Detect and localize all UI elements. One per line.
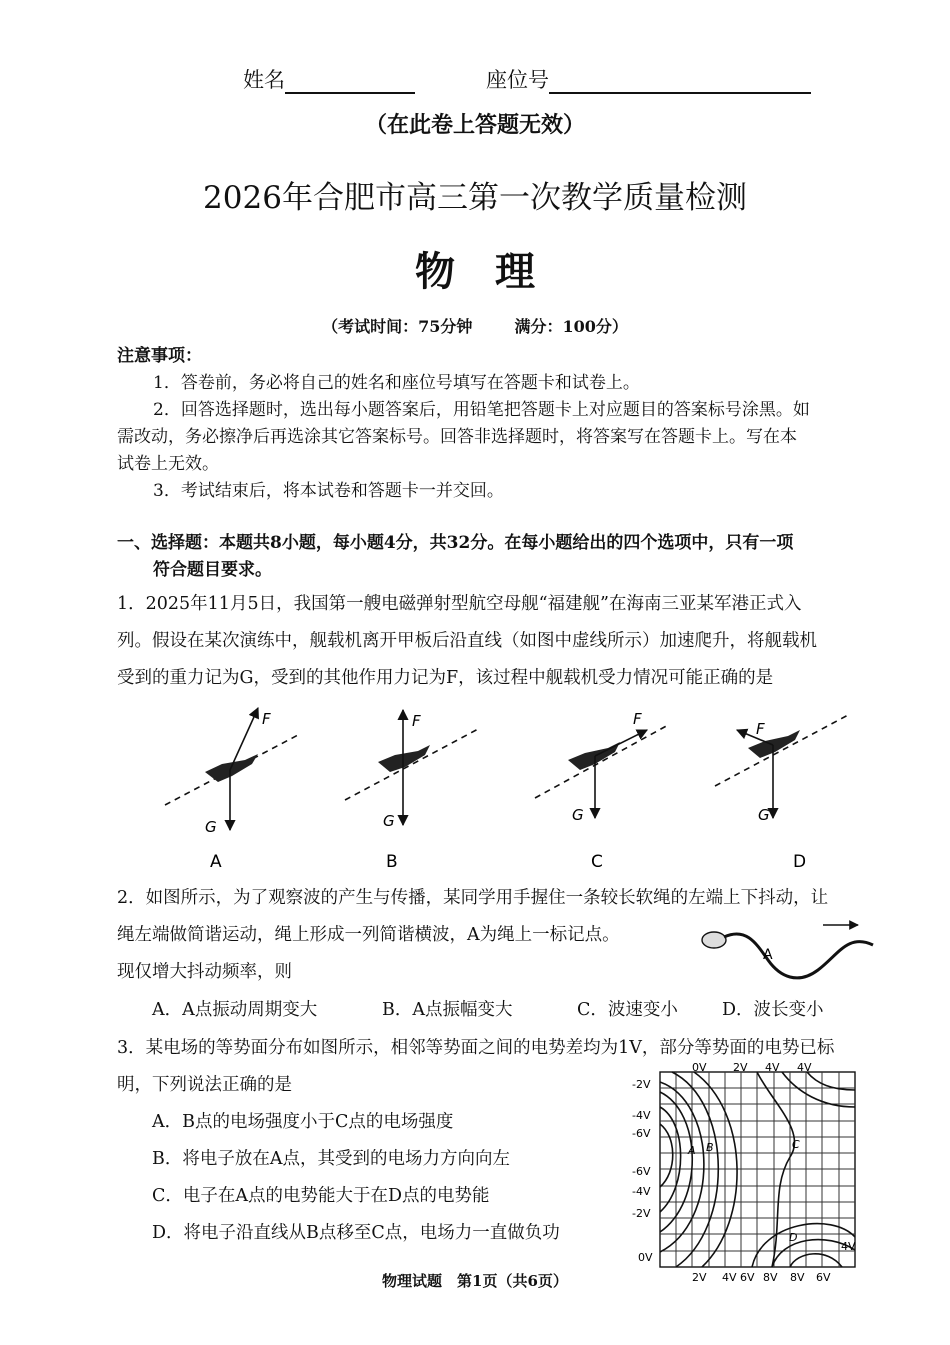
bottom-label-1: 2V — [692, 1271, 707, 1284]
q1-force-diagrams — [150, 700, 870, 880]
point-c-label: C — [792, 1138, 800, 1151]
q3-option-c[interactable]: C．电子在A点的电势能大于在D点的电势能 — [152, 1186, 490, 1206]
q2-line3: 现仅增大抖动频率，则 — [117, 962, 292, 982]
bottom-label-3: 6V — [740, 1271, 755, 1284]
name-field-row — [243, 64, 415, 94]
notice-item-3: 3．考试结束后，将本试卷和答题卡一并交回。 — [153, 481, 504, 501]
right-label: 4V — [841, 1240, 856, 1253]
notice-item-2-line1: 2．回答选择题时，选出每小题答案后，用铅笔把答题卡上对应题目的答案标号涂黑。如 — [153, 400, 810, 420]
force-f-label-c: F — [633, 710, 642, 728]
name-blank[interactable] — [285, 70, 415, 94]
invalid-note: （在此卷上答题无效） — [364, 112, 585, 138]
force-g-label-b: G — [383, 812, 395, 830]
q2-option-c[interactable]: C．波速变小 — [577, 1000, 678, 1020]
left-label-2: -4V — [632, 1109, 651, 1122]
subject-title: 物理 — [415, 248, 575, 295]
left-label-6: -2V — [632, 1207, 651, 1220]
q3-options — [152, 1104, 632, 1252]
point-b-label: B — [706, 1141, 714, 1154]
force-g-label-c: G — [572, 806, 584, 824]
point-a-label: A — [688, 1144, 696, 1157]
q3-option-d[interactable]: D．将电子沿直线从B点移至C点，电场力一直做负功 — [152, 1223, 560, 1243]
notice-heading: 注意事项： — [117, 346, 202, 366]
top-label-1: 0V — [692, 1062, 707, 1074]
exam-title: 2026年合肥市高三第一次教学质量检测 — [203, 180, 747, 216]
diagram-a — [165, 708, 298, 872]
section-heading-line2: 符合题目要求。 — [153, 560, 272, 580]
diagram-c — [535, 710, 670, 872]
option-d-label: D — [793, 852, 807, 872]
top-label-3: 4V — [765, 1062, 780, 1074]
force-f-label-a: F — [262, 710, 271, 728]
seat-blank[interactable] — [549, 70, 811, 94]
section-heading-line1: 一、选择题：本题共8小题，每小题4分，共32分。在每小题给出的四个选项中，只有一项 — [117, 533, 794, 553]
q3-equipotential-diagram — [632, 1062, 872, 1287]
q1-line2: 列。假设在某次演练中，舰载机离开甲板后沿直线（如图中虚线所示）加速爬升，将舰载机 — [117, 631, 817, 651]
force-g-label-d: G — [758, 806, 770, 824]
time-limit: （考试时间：75分钟 — [322, 317, 473, 336]
notice-item-1: 1．答卷前，务必将自己的姓名和座位号填写在答题卡和试卷上。 — [153, 373, 640, 393]
question-1-text — [117, 586, 907, 697]
hand-icon — [702, 932, 726, 948]
notice-item-2-line2: 需改动，务必擦净后再选涂其它答案标号。回答非选择题时，将答案写在答题卡上。写在本 — [117, 427, 797, 447]
left-label-5: -4V — [632, 1185, 651, 1198]
wave-point-a-label: A — [763, 947, 773, 963]
page-footer: 物理试题 第1页（共6页） — [382, 1272, 568, 1290]
q3-option-a[interactable]: A．B点的电场强度小于C点的电场强度 — [152, 1112, 454, 1132]
q3-option-b[interactable]: B．将电子放在A点，其受到的电场力方向向左 — [152, 1149, 510, 1169]
seat-field-row — [486, 64, 811, 94]
diagram-b — [345, 710, 480, 872]
q2-line1: 2．如图所示，为了观察波的产生与传播，某同学用手握住一条较长软绳的左端上下抖动，让 — [117, 888, 829, 908]
exam-info — [0, 314, 950, 337]
q2-option-b[interactable]: B．A点振幅变大 — [382, 1000, 513, 1020]
q2-option-a[interactable]: A．A点振动周期变大 — [152, 1000, 318, 1020]
force-f-label-d: F — [756, 720, 765, 738]
notice-block — [117, 343, 897, 505]
left-label-4: -6V — [632, 1165, 651, 1178]
force-f-label-b: F — [412, 712, 421, 730]
top-label-4: 4V — [797, 1062, 812, 1074]
q2-wave-diagram — [698, 915, 883, 990]
left-label-3: -6V — [632, 1127, 651, 1140]
point-d-label: D — [789, 1231, 798, 1244]
force-g-label-a: G — [205, 818, 217, 836]
q2-option-d[interactable]: D．波长变小 — [722, 1000, 824, 1020]
option-c-label: C — [591, 852, 603, 872]
left-label-7: 0V — [638, 1251, 653, 1264]
notice-item-2-line3: 试卷上无效。 — [117, 454, 219, 474]
bottom-label-5: 8V — [790, 1271, 805, 1284]
name-label: 姓名 — [243, 68, 285, 92]
bottom-label-6: 6V — [816, 1271, 831, 1284]
q3-line1: 3．某电场的等势面分布如图所示，相邻等势面之间的电势差均为1V，部分等势面的电势已标 — [117, 1038, 835, 1058]
bottom-label-2: 4V — [722, 1271, 737, 1284]
q3-line2: 明，下列说法正确的是 — [117, 1075, 292, 1095]
diagram-d — [715, 714, 850, 872]
q2-line2: 绳左端做简谐运动，绳上形成一列简谐横波，A为绳上一标记点。 — [117, 925, 620, 945]
seat-label: 座位号 — [486, 68, 549, 92]
left-label-1: -2V — [632, 1078, 651, 1091]
q1-line1: 1．2025年11月5日，我国第一艘电磁弹射型航空母舰“福建舰”在海南三亚某军港正式入 — [117, 594, 802, 614]
q1-line3: 受到的重力记为G，受到的其他作用力记为F，该过程中舰载机受力情况可能正确的是 — [117, 668, 774, 688]
top-label-2: 2V — [733, 1062, 748, 1074]
option-b-label: B — [386, 852, 398, 872]
section-heading — [117, 530, 907, 584]
full-score: 满分：100分） — [514, 317, 628, 336]
option-a-label: A — [210, 852, 222, 872]
bottom-label-4: 8V — [763, 1271, 778, 1284]
